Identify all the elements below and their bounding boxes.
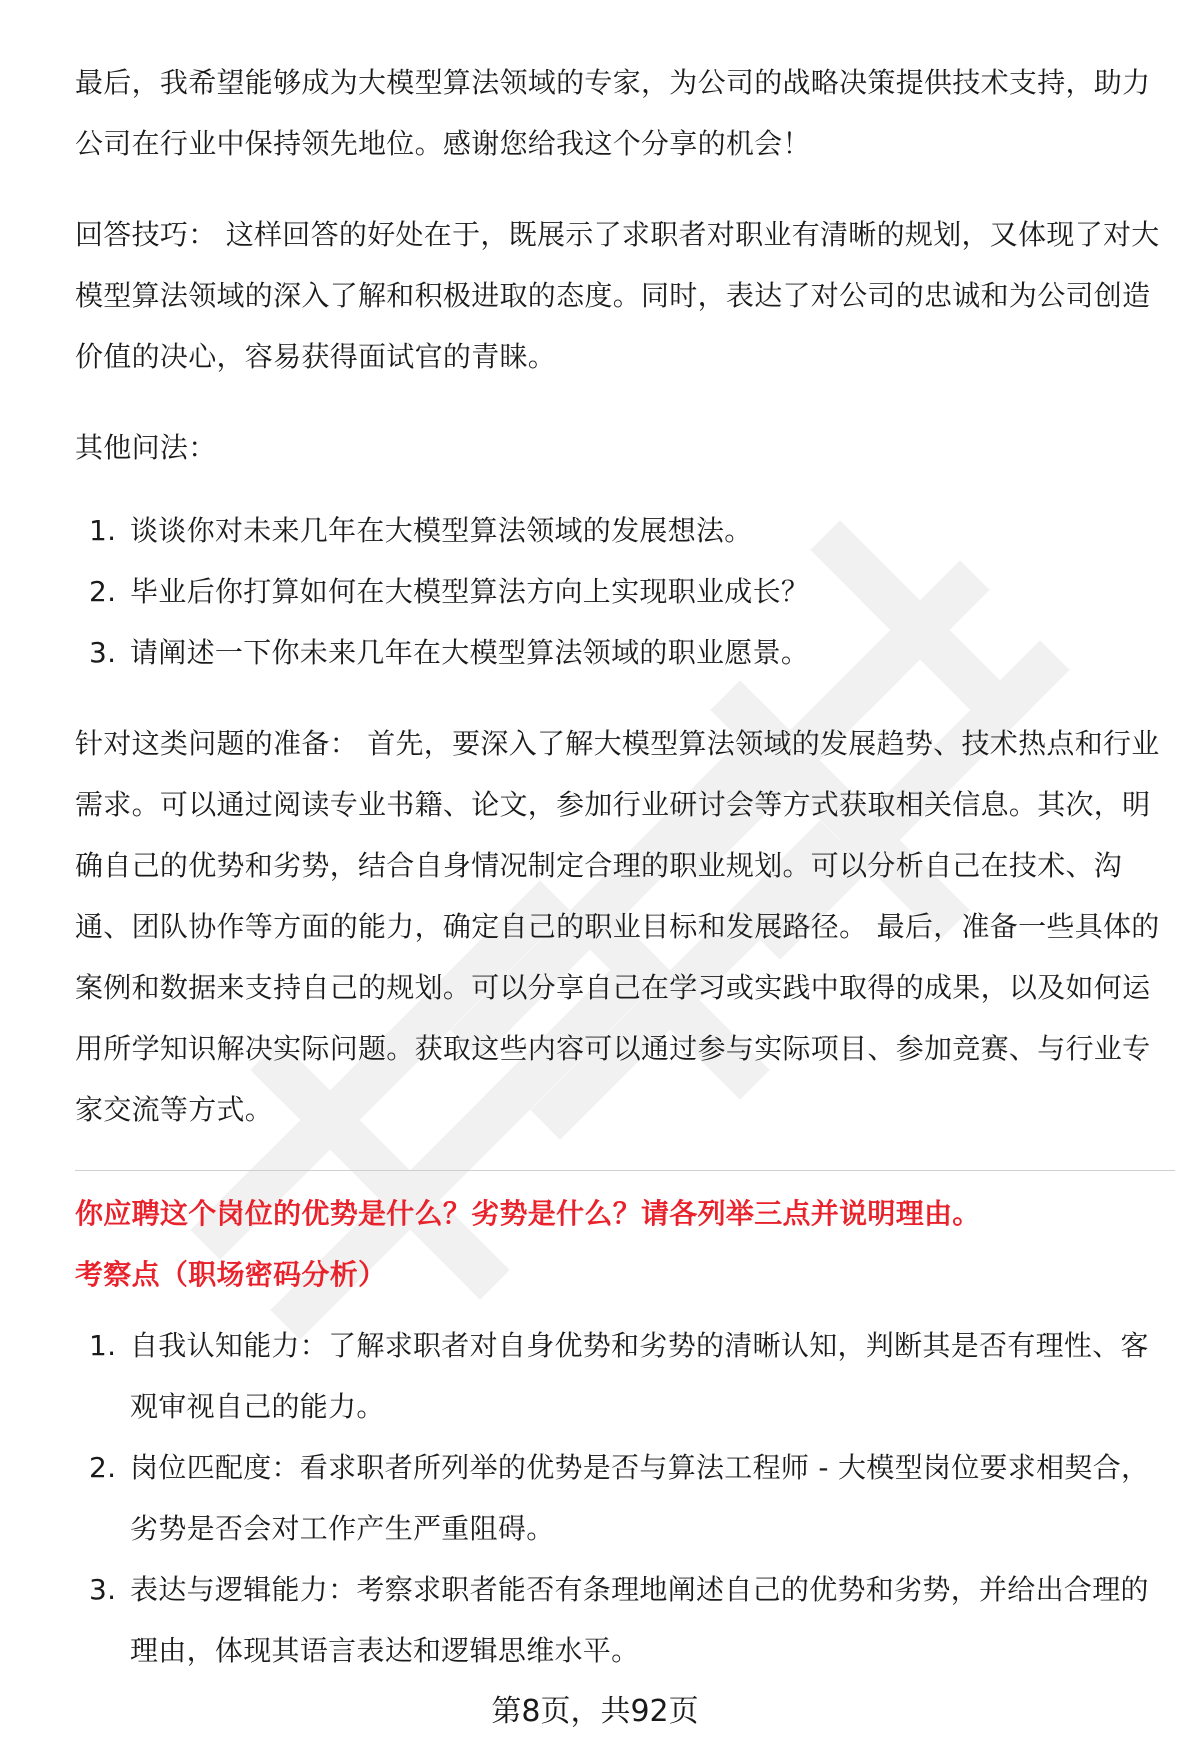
evaluation-points-list (75, 1315, 1175, 1681)
list-item (75, 561, 1175, 622)
list-item (75, 1315, 1175, 1437)
list-item-number: 2. (89, 575, 117, 608)
list-item-text: 自我认知能力：了解求职者对自身优势和劣势的清晰认知，判断其是否有理性、客观审视自己的能力。 (130, 1329, 1149, 1423)
list-item-text: 请阐述一下你未来几年在大模型算法领域的职业愿景。 (130, 636, 810, 669)
preparation-paragraph: 针对这类问题的准备： 首先，要深入了解大模型算法领域的发展趋势、技术热点和行业需求。可以通过阅读专业书籍、论文，参加行业研讨会等方式获取相关信息。其次，明确自己的优势和劣势，结合自身情况制定合理的职业规划。可以分析自己在技术、沟通、团队协作等方面的能力，确定自己的职业目标和发展路径。 最后，准备一些具体的案例和数据来支持自己的规划。可以分享自己在学习或实践中取得的成果，以及如何运用所学知识解决实际问题。获取这些内容可以通过参与实际项目、参加竞赛、与行业专家交流等方式。 (75, 727, 1160, 1126)
list-item-number: 2. (89, 1451, 117, 1484)
closing-paragraph: 最后，我希望能够成为大模型算法领域的专家，为公司的战略决策提供技术支持，助力公司在行业中保持领先地位。感谢您给我这个分享的机会！ (75, 66, 1151, 160)
question-subtitle: 考察点（职场密码分析） (75, 1258, 387, 1291)
list-item-text: 岗位匹配度：看求职者所列举的优势是否与算法工程师 - 大模型岗位要求相契合，劣势是否会对工作产生严重阻碍。 (130, 1451, 1150, 1545)
list-item-number: 3. (89, 636, 117, 669)
list-item (75, 1437, 1175, 1559)
other-questions-list (75, 500, 1175, 683)
other-questions-label: 其他问法： (75, 431, 217, 464)
list-item-number: 1. (89, 514, 117, 547)
list-item-text: 谈谈你对未来几年在大模型算法领域的发展想法。 (130, 514, 753, 547)
question-title: 你应聘这个岗位的优势是什么？劣势是什么？请各列举三点并说明理由。 (75, 1197, 981, 1230)
list-item-text: 毕业后你打算如何在大模型算法方向上实现职业成长？ (130, 575, 810, 608)
answer-tips-paragraph: 回答技巧： 这样回答的好处在于，既展示了求职者对职业有清晰的规划，又体现了对大模型算法领域的深入了解和积极进取的态度。同时，表达了对公司的忠诚和为公司创造价值的决心，容易获得面试官的青睐。 (75, 218, 1160, 373)
section-divider (75, 1170, 1175, 1171)
list-item (75, 622, 1175, 683)
list-item-text: 表达与逻辑能力：考察求职者能否有条理地阐述自己的优势和劣势，并给出合理的理由，体现其语言表达和逻辑思维水平。 (130, 1573, 1149, 1667)
list-item-number: 3. (89, 1573, 117, 1606)
list-item-number: 1. (89, 1329, 117, 1362)
list-item (75, 1559, 1175, 1681)
list-item (75, 500, 1175, 561)
document-page (75, 52, 1175, 1711)
page-number-footer: 第8页，共92页 (491, 1694, 699, 1729)
